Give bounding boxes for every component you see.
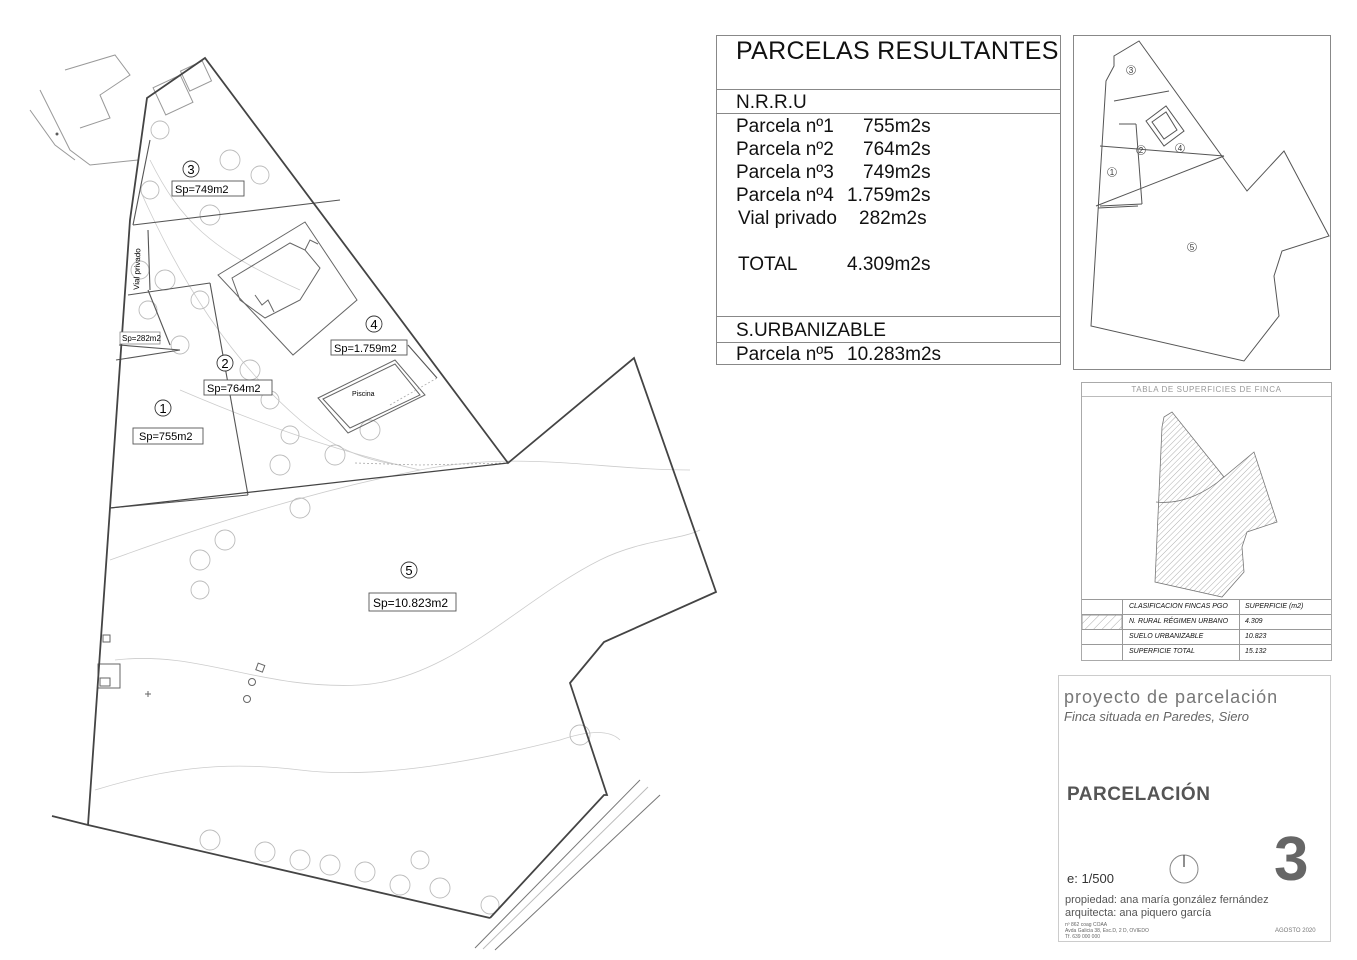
vial-area: Sp=282m2 <box>122 334 161 343</box>
key-label: 3 <box>1128 66 1134 75</box>
divider <box>717 342 1060 343</box>
row-label: Vial privado <box>738 208 837 229</box>
row-label: SUELO URBANIZABLE <box>1129 633 1204 640</box>
key-label: 1 <box>1109 168 1115 177</box>
group-nrru: N.R.R.U <box>736 92 807 113</box>
key-plan-drawing <box>1074 36 1330 369</box>
architect-info: Avda Galicia 38, Esc.D, 2 D, OVIEDO <box>1065 928 1149 934</box>
garden-lines <box>355 378 508 465</box>
north-arrow-icon <box>1168 853 1200 885</box>
parcel-5-area: Sp=10.823m2 <box>373 596 449 610</box>
parcel-4-marker <box>331 316 407 355</box>
key-label: 5 <box>1189 243 1195 252</box>
parcel-1-area: Sp=755m2 <box>139 431 193 443</box>
vial-label: Vial privado <box>132 248 143 291</box>
site-details <box>56 133 265 703</box>
row-value: 1.759m2s <box>847 185 931 206</box>
row-value: 15.132 <box>1245 648 1267 655</box>
results-heading: PARCELAS RESULTANTES <box>736 37 1059 65</box>
parcel-2-area: Sp=764m2 <box>207 383 261 395</box>
row-value: 282m2s <box>859 208 927 229</box>
table-row <box>1082 614 1331 630</box>
row-label: SUPERFICIE TOTAL <box>1129 648 1195 655</box>
row-value: 4.309 <box>1245 618 1263 625</box>
project-title: proyecto de parcelación <box>1064 687 1279 707</box>
sheet-title: PARCELACIÓN <box>1067 784 1211 805</box>
project-location: Finca situada en Paredes, Siero <box>1064 709 1249 724</box>
sheet-number: 3 <box>1274 825 1309 894</box>
parcel-division-lines <box>110 140 437 508</box>
date-label: AGOSTO 2020 <box>1275 928 1316 934</box>
divider <box>1122 599 1123 660</box>
results-table <box>716 35 1061 365</box>
road <box>475 780 660 950</box>
row-value: 10.283m2s <box>847 344 942 365</box>
architect-info: nº 862 coag COAA <box>1065 922 1108 928</box>
parcel-3-number: 3 <box>187 162 195 177</box>
parcel-3-area: Sp=749m2 <box>175 184 229 196</box>
table-row <box>1082 629 1331 645</box>
row-label: Parcela nº3 <box>736 162 834 183</box>
row-label: Parcela nº1 <box>736 116 834 137</box>
surfaces-header <box>1082 599 1331 615</box>
parcel-1-marker <box>133 400 203 444</box>
row-value: 764m2s <box>863 139 931 160</box>
row-value: 749m2s <box>863 162 931 183</box>
parcel-5-number: 5 <box>405 563 413 578</box>
house <box>218 222 357 355</box>
key-label: 4 <box>1177 144 1183 153</box>
architect-info: Tf. 639 000 000 <box>1065 934 1101 940</box>
surfaces-caption: TABLA DE SUPERFICIES DE FINCA <box>1131 385 1282 394</box>
parcel-2-number: 2 <box>221 356 229 371</box>
parcel-4-number: 4 <box>370 317 378 332</box>
row-label: Parcela nº5 <box>736 344 834 365</box>
row-value: 755m2s <box>863 116 931 137</box>
row-label: Parcela nº2 <box>736 139 834 160</box>
owner-line: propiedad: ana maría gonzález fernández <box>1065 894 1269 906</box>
col-surface: SUPERFICIE (m2) <box>1245 603 1304 610</box>
parcel-3-marker <box>172 161 244 196</box>
scale-label: e: 1/500 <box>1067 871 1114 886</box>
group-surbanizable: S.URBANIZABLE <box>736 320 886 341</box>
divider <box>717 113 1060 114</box>
total-value: 4.309m2s <box>847 254 931 275</box>
pool-label: Piscina <box>352 391 375 398</box>
parcel-2-marker <box>204 355 272 395</box>
parcel-5-marker <box>369 562 456 611</box>
row-label: N. RURAL RÉGIMEN URBANO <box>1129 618 1229 625</box>
divider <box>1239 599 1240 660</box>
surfaces-map <box>1082 397 1331 601</box>
hatch-swatch <box>1082 615 1122 630</box>
title-block <box>1058 675 1331 942</box>
parcel-1-number: 1 <box>159 401 167 416</box>
row-label: Parcela nº4 <box>736 185 834 206</box>
trees <box>131 121 590 914</box>
row-value: 10.823 <box>1245 633 1267 640</box>
key-label: 2 <box>1138 146 1144 155</box>
divider <box>717 89 1060 90</box>
col-classification: CLASIFICACION FINCAS PGO <box>1129 603 1228 610</box>
key-plan <box>1073 35 1331 370</box>
total-label: TOTAL <box>738 254 798 275</box>
surfaces-table <box>1081 382 1332 661</box>
parcel-4-area: Sp=1.759m2 <box>334 343 397 355</box>
architect-line: arquitecta: ana piquero garcía <box>1065 907 1212 919</box>
property-boundary <box>52 58 716 918</box>
table-row <box>1082 644 1331 660</box>
divider <box>717 316 1060 317</box>
